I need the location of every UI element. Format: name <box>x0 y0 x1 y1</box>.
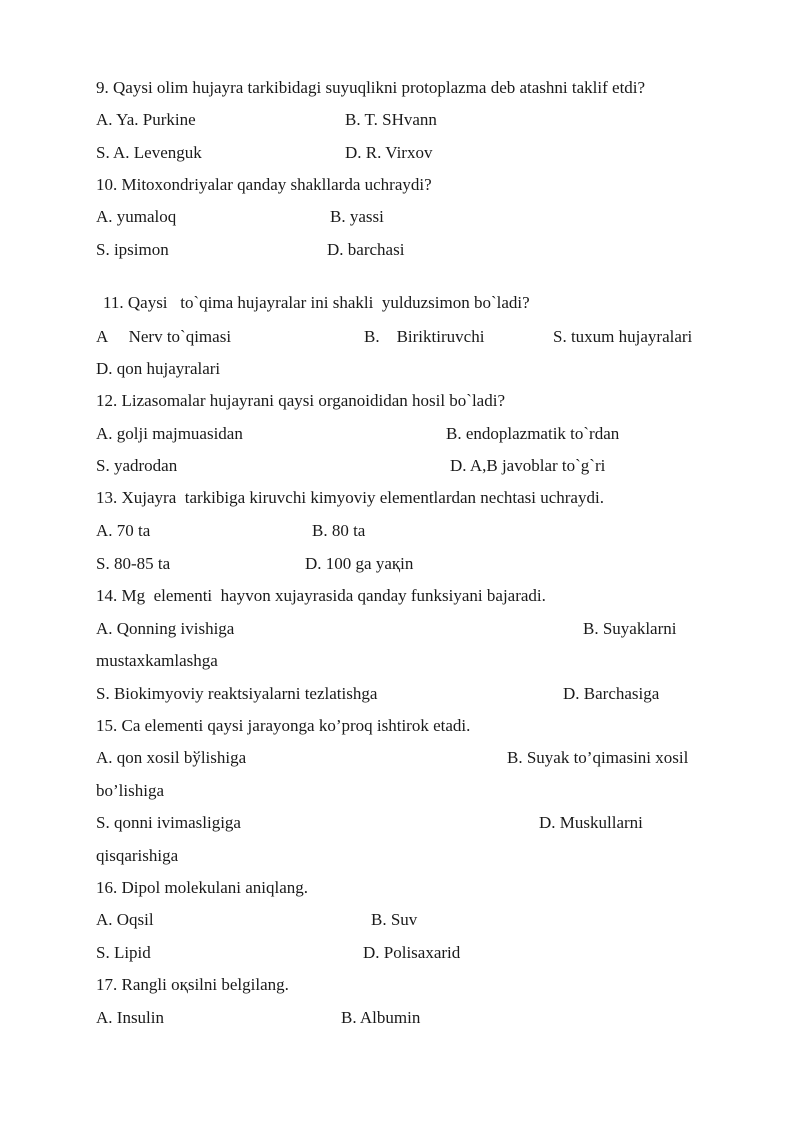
question-text: 17. Rangli oқsilni belgilang. <box>96 975 289 994</box>
answer-option: B. Albumin <box>341 1008 421 1027</box>
answer-option: A. qon xosil bўlishiga <box>96 748 247 767</box>
answer-option: B. 80 ta <box>312 521 366 540</box>
answer-option-continuation: qisqarishiga <box>96 846 179 865</box>
answer-option: S. A. Levenguk <box>96 143 202 162</box>
answer-option: B. Suyaklarni <box>583 619 677 638</box>
answer-option: S. Biokimyoviy reaktsiyalarni tezlatishga <box>96 684 378 703</box>
answer-option: S. 80-85 ta <box>96 554 171 573</box>
answer-option: D. R. Virxov <box>345 143 433 162</box>
answer-option: A. yumaloq <box>96 207 177 226</box>
answer-option: D. Muskullarni <box>539 813 643 832</box>
question-text: 10. Mitoxondriyalar qanday shakllarda uchraydi? <box>96 175 432 194</box>
answer-option: A Nerv to`qimasi <box>96 327 232 346</box>
answer-option: A. Ya. Purkine <box>96 110 196 129</box>
answer-option: A. Qonning ivishiga <box>96 619 235 638</box>
answer-option: B. Suv <box>371 910 418 929</box>
question-text: 9. Qaysi olim hujayra tarkibidagi suyuqlikni protoplazma deb atashni taklif etdi? <box>96 78 646 97</box>
answer-option: D. Barchasiga <box>563 684 660 703</box>
answer-option: B. Suyak to’qimasini xosil <box>507 748 689 767</box>
answer-option-continuation: mustaxkamlashga <box>96 651 218 670</box>
answer-option: B. Biriktiruvchi <box>364 327 485 346</box>
question-text: 13. Xujayra tarkibiga kiruvchi kimyoviy elementlardan nechtasi uchraydi. <box>96 488 604 507</box>
answer-option: D. qon hujayralari <box>96 359 221 378</box>
answer-option: A. Insulin <box>96 1008 164 1027</box>
answer-option: S. yadrodan <box>96 456 178 475</box>
answer-option: A. golji majmuasidan <box>96 424 243 443</box>
answer-option: S. tuxum hujayralari <box>553 327 693 346</box>
answer-option: D. 100 ga yaқin <box>305 554 414 573</box>
answer-option: S. ipsimon <box>96 240 169 259</box>
answer-option: D. A,B javoblar to`g`ri <box>450 456 606 475</box>
answer-option: S. Lipid <box>96 943 151 962</box>
question-text: 16. Dipol molekulani aniqlang. <box>96 878 308 897</box>
answer-option: B. endoplazmatik to`rdan <box>446 424 620 443</box>
answer-option: S. qonni ivimasligiga <box>96 813 241 832</box>
question-text: 15. Ca elementi qaysi jarayonga ko’proq ishtirok etadi. <box>96 716 471 735</box>
answer-option-continuation: bo’lishiga <box>96 781 164 800</box>
answer-option: B. yassi <box>330 207 384 226</box>
answer-option: D. Polisaxarid <box>363 943 461 962</box>
question-text: 14. Mg elementi hayvon xujayrasida qanday funksiyani bajaradi. <box>96 586 546 605</box>
answer-option: A. 70 ta <box>96 521 151 540</box>
answer-option: B. T. SHvann <box>345 110 437 129</box>
question-text: 11. Qaysi to`qima hujayralar ini shakli yulduzsimon bo`ladi? <box>103 293 530 312</box>
question-text: 12. Lizasomalar hujayrani qaysi organoididan hosil bo`ladi? <box>96 391 505 410</box>
answer-option: D. barchasi <box>327 240 405 259</box>
answer-option: A. Oqsil <box>96 910 154 929</box>
